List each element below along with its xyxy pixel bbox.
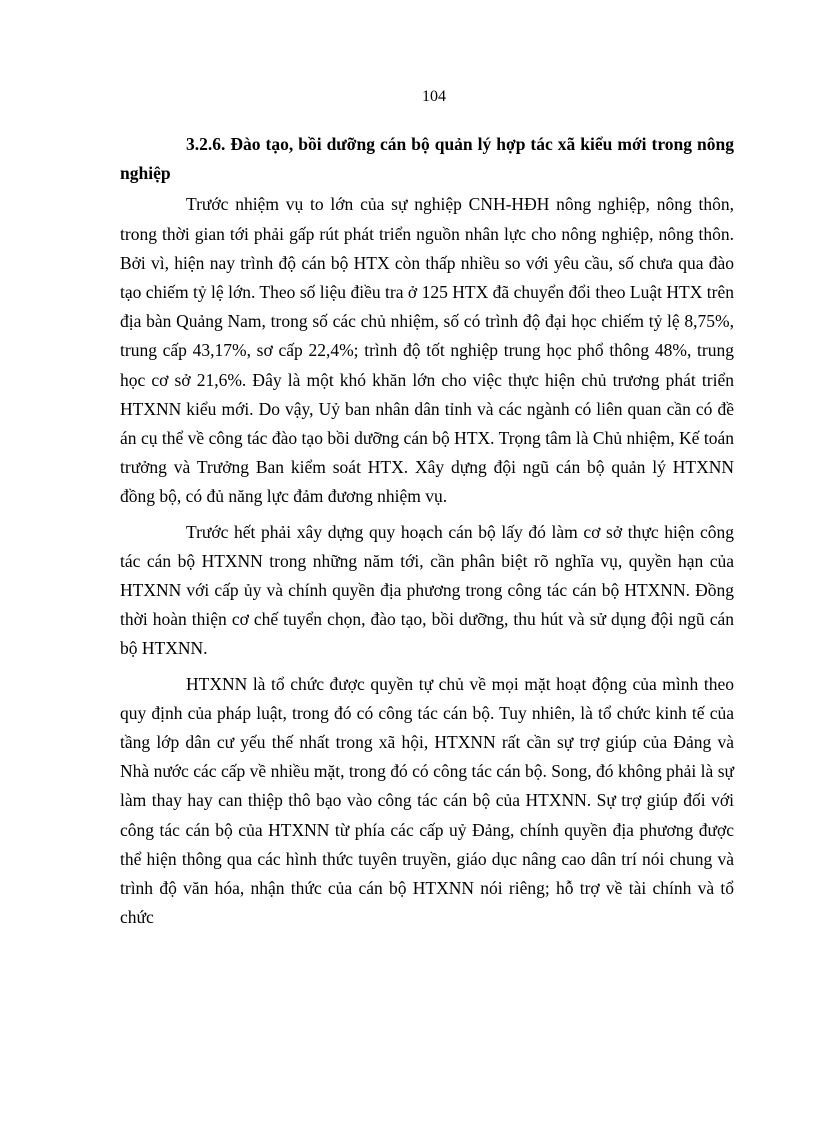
paragraph: HTXNN là tổ chức được quyền tự chủ về mọi mặt hoạt động của mình theo quy định của pháp luật, trong đó có công tác cán bộ. Tuy nhiên, là tổ chức kinh tế của tầng lớp dân cư yếu thế nhất trong xã hội, HTXNN rất cần sự trợ giúp của Đảng và Nhà nước các cấp về nhiều mặt, trong đó có công tác cán bộ. Song, đó không phải là sự làm thay hay can thiệp thô bạo vào công tác cán bộ của HTXNN. Sự trợ giúp đối với công tác cán bộ của HTXNN từ phía các cấp uỷ Đảng, chính quyền địa phương được thể hiện thông qua các hình thức tuyên truyền, giáo dục nâng cao dân trí nói chung và trình độ văn hóa, nhận thức của cán bộ HTXNN nói riêng; hỗ trợ về tài chính và tổ chức — [120, 673, 734, 928]
document-body — [120, 130, 734, 938]
paragraph: Trước hết phải xây dựng quy hoạch cán bộ lấy đó làm cơ sở thực hiện công tác cán bộ HTXNN trong những năm tới, cần phân biệt rõ nghĩa vụ, quyền hạn của HTXNN với cấp ủy và chính quyền địa phương trong công tác cán bộ HTXNN. Đồng thời hoàn thiện cơ chế tuyển chọn, đào tạo, bồi dưỡng, thu hút và sử dụng đội ngũ cán bộ HTXNN. — [120, 521, 734, 659]
page-number: 104 — [422, 88, 446, 105]
paragraph: Trước nhiệm vụ to lớn của sự nghiệp CNH-HĐH nông nghiệp, nông thôn, trong thời gian tới phải gấp rút phát triển nguồn nhân lực cho nông nghiệp, nông thôn. Bởi vì, hiện nay trình độ cán bộ HTX còn thấp nhiều so với yêu cầu, số chưa qua đào tạo chiếm tỷ lệ lớn. Theo số liệu điều tra ở 125 HTX đã chuyển đổi theo Luật HTX trên địa bàn Quảng Nam, trong số các chủ nhiệm, số có trình độ đại học chiếm tỷ lệ 8,75%, trung cấp 43,17%, sơ cấp 22,4%; trình độ tốt nghiệp trung học phổ thông 48%, trung học cơ sở 21,6%. Đây là một khó khăn lớn cho việc thực hiện chủ trương phát triển HTXNN kiểu mới. Do vậy, Uỷ ban nhân dân tỉnh và các ngành có liên quan cần có đề án cụ thể về công tác đào tạo bồi dưỡng cán bộ HTX. Trọng tâm là Chủ nhiệm, Kế toán trưởng và Trưởng Ban kiểm soát HTX. Xây dựng đội ngũ cán bộ quản lý HTXNN đồng bộ, có đủ năng lực đảm đương nhiệm vụ. — [120, 194, 734, 507]
section-heading: 3.2.6. Đào tạo, bồi dưỡng cán bộ quản lý hợp tác xã kiểu mới trong nông nghiệp — [120, 134, 734, 184]
